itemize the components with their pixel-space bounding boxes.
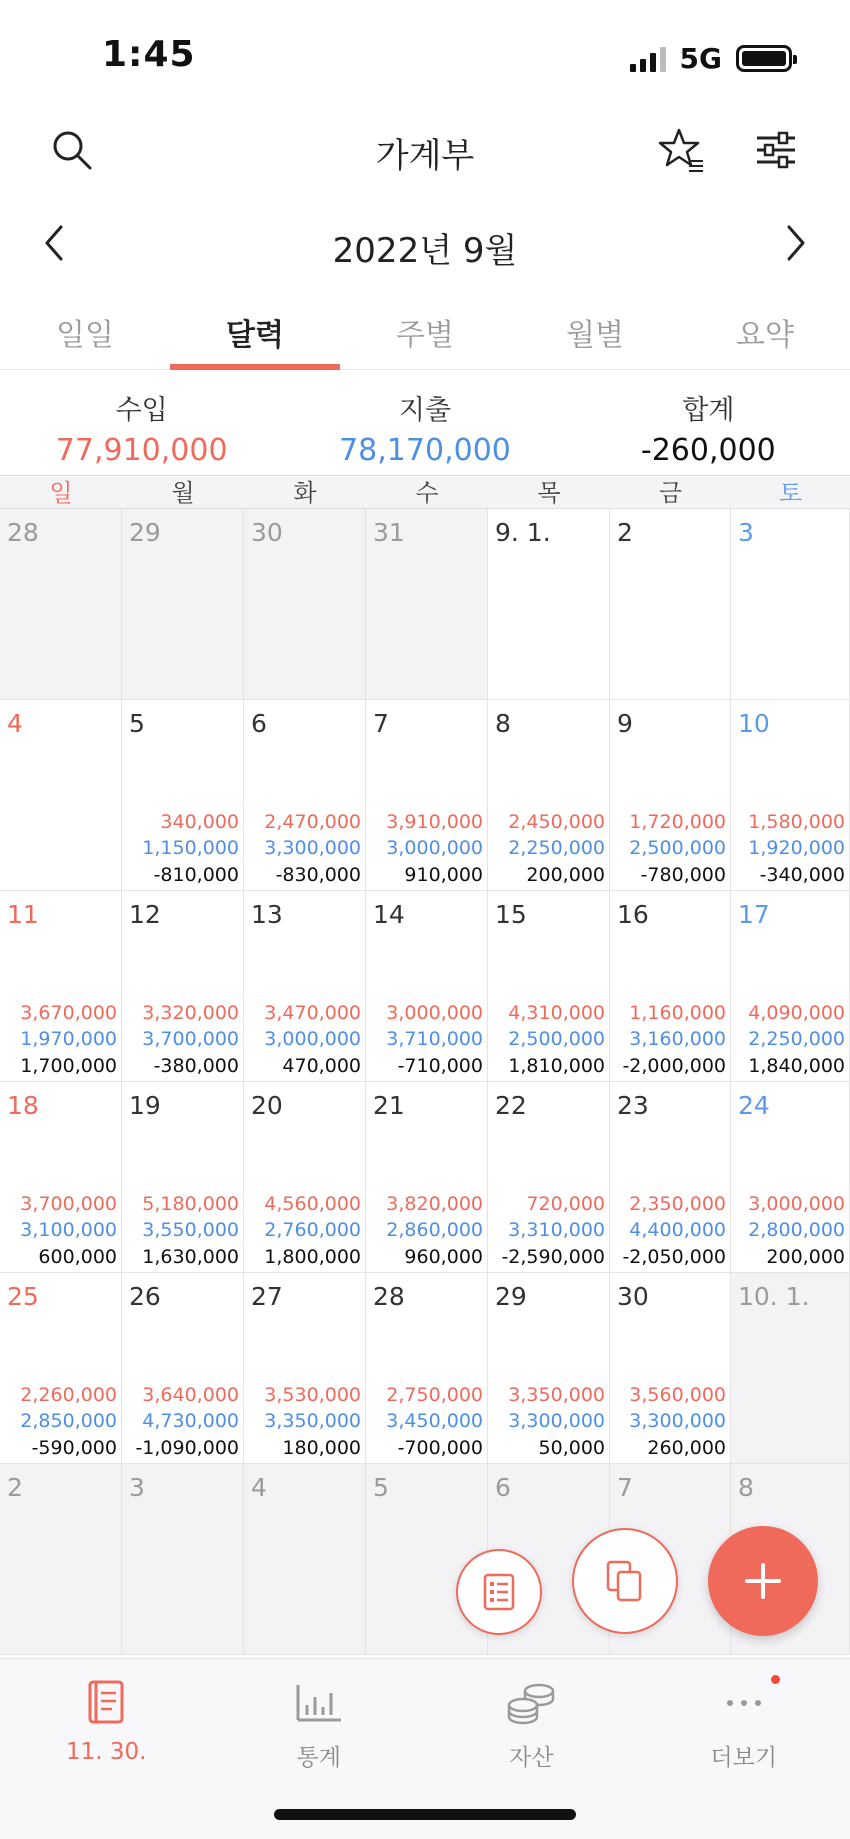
day-number: 11 xyxy=(7,900,39,929)
day-number: 8 xyxy=(738,1473,754,1502)
calendar-day[interactable] xyxy=(366,891,488,1082)
day-income: 1,580,000 xyxy=(748,810,845,833)
day-amounts xyxy=(386,1191,483,1271)
nav-more-label: 더보기 xyxy=(710,1745,778,1771)
calendar-day[interactable] xyxy=(610,1082,731,1273)
day-income: 3,350,000 xyxy=(508,1383,605,1406)
day-number: 5 xyxy=(129,709,145,738)
day-income: 3,000,000 xyxy=(386,1001,483,1024)
copy-button[interactable] xyxy=(572,1528,678,1634)
income-summary xyxy=(0,370,283,475)
day-income: 3,700,000 xyxy=(20,1192,117,1215)
calendar-day[interactable] xyxy=(366,1273,488,1464)
day-total: -710,000 xyxy=(397,1054,483,1077)
day-number: 18 xyxy=(7,1091,39,1120)
day-expense: 3,300,000 xyxy=(629,1410,726,1432)
day-total: -1,090,000 xyxy=(135,1436,239,1459)
day-amounts xyxy=(508,1000,605,1080)
notification-dot xyxy=(771,1675,780,1684)
day-number: 5 xyxy=(373,1473,389,1502)
day-expense: 2,800,000 xyxy=(748,1219,845,1241)
day-number: 30 xyxy=(617,1282,649,1311)
day-total: 200,000 xyxy=(766,1245,845,1268)
day-number: 21 xyxy=(373,1091,405,1120)
weekday-label: 토 xyxy=(778,479,803,507)
day-number: 28 xyxy=(7,518,39,547)
favorite-button[interactable] xyxy=(652,120,712,180)
weekday-label: 수 xyxy=(415,479,439,507)
day-expense: 3,000,000 xyxy=(386,837,483,859)
day-total: 50,000 xyxy=(538,1436,605,1459)
day-number: 9 xyxy=(617,709,633,738)
day-amounts xyxy=(135,1382,239,1462)
day-income: 2,350,000 xyxy=(629,1192,726,1215)
day-total: -700,000 xyxy=(397,1436,483,1459)
calendar-day[interactable] xyxy=(122,700,244,891)
day-total: 200,000 xyxy=(526,863,605,886)
book-icon xyxy=(84,1679,128,1727)
day-number: 19 xyxy=(129,1091,161,1120)
day-number: 7 xyxy=(617,1473,633,1502)
day-income: 1,160,000 xyxy=(629,1001,726,1024)
calendar-day[interactable] xyxy=(244,700,366,891)
copy-icon xyxy=(604,1558,646,1604)
calendar-day[interactable] xyxy=(122,509,244,700)
chevron-right-icon xyxy=(781,223,811,263)
day-expense: 2,250,000 xyxy=(748,1028,845,1050)
day-income: 3,640,000 xyxy=(142,1383,239,1406)
day-total: 960,000 xyxy=(404,1245,483,1268)
day-expense: 2,500,000 xyxy=(508,1028,605,1050)
day-total: 260,000 xyxy=(647,1436,726,1459)
calendar-day[interactable] xyxy=(488,1082,610,1273)
day-total: -590,000 xyxy=(31,1436,117,1459)
day-number: 2 xyxy=(7,1473,23,1502)
day-amounts xyxy=(386,1000,483,1080)
day-number: 31 xyxy=(373,518,405,547)
weekday-label: 월 xyxy=(171,479,195,507)
day-amounts xyxy=(748,809,845,889)
weekday-label: 일 xyxy=(49,479,73,507)
day-expense: 2,860,000 xyxy=(386,1219,483,1241)
calendar-day[interactable] xyxy=(0,1464,122,1655)
day-income: 3,670,000 xyxy=(20,1001,117,1024)
tab-monthly[interactable]: 월별 xyxy=(566,318,624,353)
day-income: 3,530,000 xyxy=(264,1383,361,1406)
tab-daily[interactable]: 일일 xyxy=(56,318,114,353)
weekday-label: 금 xyxy=(658,479,683,507)
bar-chart-icon xyxy=(295,1683,343,1723)
day-expense: 1,920,000 xyxy=(748,837,845,859)
calendar-day[interactable] xyxy=(122,1273,244,1464)
page-title: 가계부 xyxy=(375,136,475,176)
day-number: 12 xyxy=(129,900,161,929)
day-income: 4,560,000 xyxy=(264,1192,361,1215)
day-number: 20 xyxy=(251,1091,283,1120)
calendar-day[interactable] xyxy=(244,1082,366,1273)
day-expense: 4,400,000 xyxy=(629,1219,726,1241)
calendar-day[interactable] xyxy=(731,509,850,700)
day-number: 17 xyxy=(738,900,770,929)
calendar-day[interactable] xyxy=(244,509,366,700)
day-amounts xyxy=(622,1000,726,1080)
calendar-day[interactable] xyxy=(731,891,850,1082)
day-total: 600,000 xyxy=(38,1245,117,1268)
day-income: 2,470,000 xyxy=(264,810,361,833)
calendar-day[interactable] xyxy=(366,700,488,891)
day-expense: 3,450,000 xyxy=(386,1410,483,1432)
expense-label: 지출 xyxy=(398,395,452,426)
day-amounts xyxy=(629,1382,726,1462)
day-amounts xyxy=(386,1382,483,1462)
day-number: 24 xyxy=(738,1091,770,1120)
calendar-day[interactable] xyxy=(610,700,731,891)
day-expense: 2,500,000 xyxy=(629,837,726,859)
calendar-day[interactable] xyxy=(0,700,122,891)
day-income: 5,180,000 xyxy=(142,1192,239,1215)
month-title[interactable]: 2022년 9월 xyxy=(332,231,518,271)
day-number: 26 xyxy=(129,1282,161,1311)
day-amounts xyxy=(748,1191,845,1271)
month-navigation xyxy=(0,205,850,281)
day-income: 4,310,000 xyxy=(508,1001,605,1024)
nav-ledger-label: 11. 30. xyxy=(66,1739,147,1765)
calendar-day[interactable] xyxy=(122,1082,244,1273)
nav-more[interactable] xyxy=(638,1659,850,1839)
day-number: 29 xyxy=(129,518,161,547)
day-number: 15 xyxy=(495,900,527,929)
day-expense: 3,710,000 xyxy=(386,1028,483,1050)
calendar-day[interactable] xyxy=(244,1273,366,1464)
day-total: 470,000 xyxy=(282,1054,361,1077)
calendar-day[interactable] xyxy=(244,1464,366,1655)
day-income: 3,910,000 xyxy=(386,810,483,833)
calendar-day[interactable] xyxy=(610,1273,731,1464)
day-income: 3,000,000 xyxy=(748,1192,845,1215)
filter-button[interactable] xyxy=(746,120,806,180)
day-number: 9. 1. xyxy=(495,518,551,547)
calendar-day[interactable] xyxy=(488,509,610,700)
next-month-button[interactable] xyxy=(766,213,826,273)
day-total: 1,800,000 xyxy=(264,1245,361,1268)
expense-total: 78,170,000 xyxy=(339,433,511,468)
day-amounts xyxy=(264,1191,361,1271)
day-expense: 3,000,000 xyxy=(264,1028,361,1050)
balance-label: 합계 xyxy=(682,395,735,426)
day-amounts xyxy=(264,1000,361,1080)
calendar-day[interactable] xyxy=(488,1273,610,1464)
day-total: 1,840,000 xyxy=(748,1054,845,1077)
status-time: 1:45 xyxy=(102,34,196,75)
day-amounts xyxy=(264,809,361,889)
calendar-grid xyxy=(0,509,850,1655)
day-number: 8 xyxy=(495,709,511,738)
day-income: 3,470,000 xyxy=(264,1001,361,1024)
day-total: 1,810,000 xyxy=(508,1054,605,1077)
app-header xyxy=(0,110,850,190)
day-amounts xyxy=(142,1191,239,1271)
list-button[interactable] xyxy=(456,1549,542,1635)
sliders-icon xyxy=(753,127,799,173)
tab-summary[interactable]: 요약 xyxy=(736,318,794,353)
day-number: 4 xyxy=(251,1473,267,1502)
day-total: -780,000 xyxy=(640,863,726,886)
day-expense: 3,160,000 xyxy=(629,1028,726,1050)
day-expense: 3,700,000 xyxy=(142,1028,239,1050)
balance-total: -260,000 xyxy=(640,433,776,468)
balance-summary xyxy=(567,370,850,475)
day-number: 22 xyxy=(495,1091,527,1120)
income-total: 77,910,000 xyxy=(55,433,228,468)
day-number: 7 xyxy=(373,709,389,738)
day-number: 3 xyxy=(738,518,754,547)
day-amounts xyxy=(508,1382,605,1462)
status-bar xyxy=(0,0,850,110)
day-expense: 3,550,000 xyxy=(142,1219,239,1241)
day-total: -340,000 xyxy=(759,863,845,886)
day-number: 30 xyxy=(251,518,283,547)
calendar-day[interactable] xyxy=(122,891,244,1082)
calendar-day[interactable] xyxy=(731,700,850,891)
day-income: 1,720,000 xyxy=(629,810,726,833)
day-expense: 2,250,000 xyxy=(508,837,605,859)
day-amounts xyxy=(20,1382,117,1462)
add-transaction-button[interactable] xyxy=(708,1526,818,1636)
day-number: 25 xyxy=(7,1282,39,1311)
star-list-icon xyxy=(657,125,707,175)
day-number: 2 xyxy=(617,518,633,547)
nav-stats-label: 통계 xyxy=(296,1745,341,1771)
day-number: 13 xyxy=(251,900,283,929)
coins-icon xyxy=(505,1681,557,1725)
income-label: 수입 xyxy=(115,395,168,426)
month-summary xyxy=(0,370,850,476)
more-dots-icon xyxy=(724,1698,764,1708)
calendar-day[interactable] xyxy=(488,700,610,891)
battery-icon xyxy=(736,45,792,72)
day-amounts xyxy=(748,1000,845,1080)
day-number: 23 xyxy=(617,1091,649,1120)
day-income: 2,750,000 xyxy=(386,1383,483,1406)
plus-icon xyxy=(743,1561,783,1601)
day-number: 6 xyxy=(251,709,267,738)
day-amounts xyxy=(142,1000,239,1080)
day-total: -380,000 xyxy=(153,1054,239,1077)
tab-calendar[interactable]: 달력 xyxy=(170,296,340,369)
view-tabs xyxy=(0,296,850,370)
day-amounts xyxy=(622,1191,726,1271)
day-number: 16 xyxy=(617,900,649,929)
calendar-day[interactable] xyxy=(0,509,122,700)
day-number: 10. 1. xyxy=(738,1282,810,1311)
day-number: 6 xyxy=(495,1473,511,1502)
tab-weekly[interactable]: 주별 xyxy=(396,318,454,353)
calendar-day[interactable] xyxy=(0,891,122,1082)
day-expense: 4,730,000 xyxy=(142,1410,239,1432)
day-income: 4,090,000 xyxy=(748,1001,845,1024)
day-number: 10 xyxy=(738,709,770,738)
day-expense: 3,300,000 xyxy=(264,837,361,859)
day-expense: 1,150,000 xyxy=(142,837,239,859)
day-number: 29 xyxy=(495,1282,527,1311)
calendar-day[interactable] xyxy=(610,891,731,1082)
day-total: 1,630,000 xyxy=(142,1245,239,1268)
weekday-label: 화 xyxy=(293,479,317,507)
day-total: 910,000 xyxy=(404,863,483,886)
calendar-day[interactable] xyxy=(488,891,610,1082)
day-number: 4 xyxy=(7,709,23,738)
day-number: 27 xyxy=(251,1282,283,1311)
day-expense: 3,100,000 xyxy=(20,1219,117,1241)
day-expense: 2,760,000 xyxy=(264,1219,361,1241)
checklist-icon xyxy=(482,1572,516,1612)
calendar-day[interactable] xyxy=(0,1082,122,1273)
day-amounts xyxy=(629,809,726,889)
day-total: -2,590,000 xyxy=(501,1245,605,1268)
day-income: 3,820,000 xyxy=(386,1192,483,1215)
day-expense: 3,350,000 xyxy=(264,1410,361,1432)
calendar-day[interactable] xyxy=(610,509,731,700)
nav-assets-label: 자산 xyxy=(509,1745,554,1771)
calendar-day[interactable] xyxy=(366,1082,488,1273)
day-total: -2,050,000 xyxy=(622,1245,726,1268)
day-amounts xyxy=(508,809,605,889)
status-indicators xyxy=(630,42,792,75)
day-income: 2,450,000 xyxy=(508,810,605,833)
day-income: 3,320,000 xyxy=(142,1001,239,1024)
calendar-day[interactable] xyxy=(244,891,366,1082)
home-indicator xyxy=(274,1809,576,1820)
day-total: 1,700,000 xyxy=(20,1054,117,1077)
day-expense: 1,970,000 xyxy=(20,1028,117,1050)
calendar-day[interactable] xyxy=(731,1082,850,1273)
day-total: -2,000,000 xyxy=(622,1054,726,1077)
weekday-label: 목 xyxy=(537,479,561,507)
day-amounts xyxy=(20,1191,117,1271)
calendar-day[interactable] xyxy=(122,1464,244,1655)
day-number: 28 xyxy=(373,1282,405,1311)
weekday-header xyxy=(0,477,850,509)
day-expense: 3,300,000 xyxy=(508,1410,605,1432)
day-expense: 3,310,000 xyxy=(508,1219,605,1241)
network-type: 5G xyxy=(679,42,722,75)
day-amounts xyxy=(264,1382,361,1462)
calendar-day[interactable] xyxy=(731,1273,850,1464)
day-amounts xyxy=(386,809,483,889)
day-total: 180,000 xyxy=(282,1436,361,1459)
calendar-day[interactable] xyxy=(0,1273,122,1464)
day-amounts xyxy=(501,1191,605,1271)
day-total: -810,000 xyxy=(153,863,239,886)
nav-ledger[interactable] xyxy=(0,1659,213,1839)
day-number: 3 xyxy=(129,1473,145,1502)
day-income: 3,560,000 xyxy=(629,1383,726,1406)
day-expense: 2,850,000 xyxy=(20,1410,117,1432)
day-income: 2,260,000 xyxy=(20,1383,117,1406)
day-income: 340,000 xyxy=(160,810,239,833)
day-number: 14 xyxy=(373,900,405,929)
expense-summary xyxy=(283,370,566,475)
day-amounts xyxy=(142,809,239,889)
day-amounts xyxy=(20,1000,117,1080)
calendar-day[interactable] xyxy=(366,509,488,700)
day-total: -830,000 xyxy=(275,863,361,886)
signal-icon xyxy=(630,46,666,72)
day-income: 720,000 xyxy=(526,1192,605,1215)
